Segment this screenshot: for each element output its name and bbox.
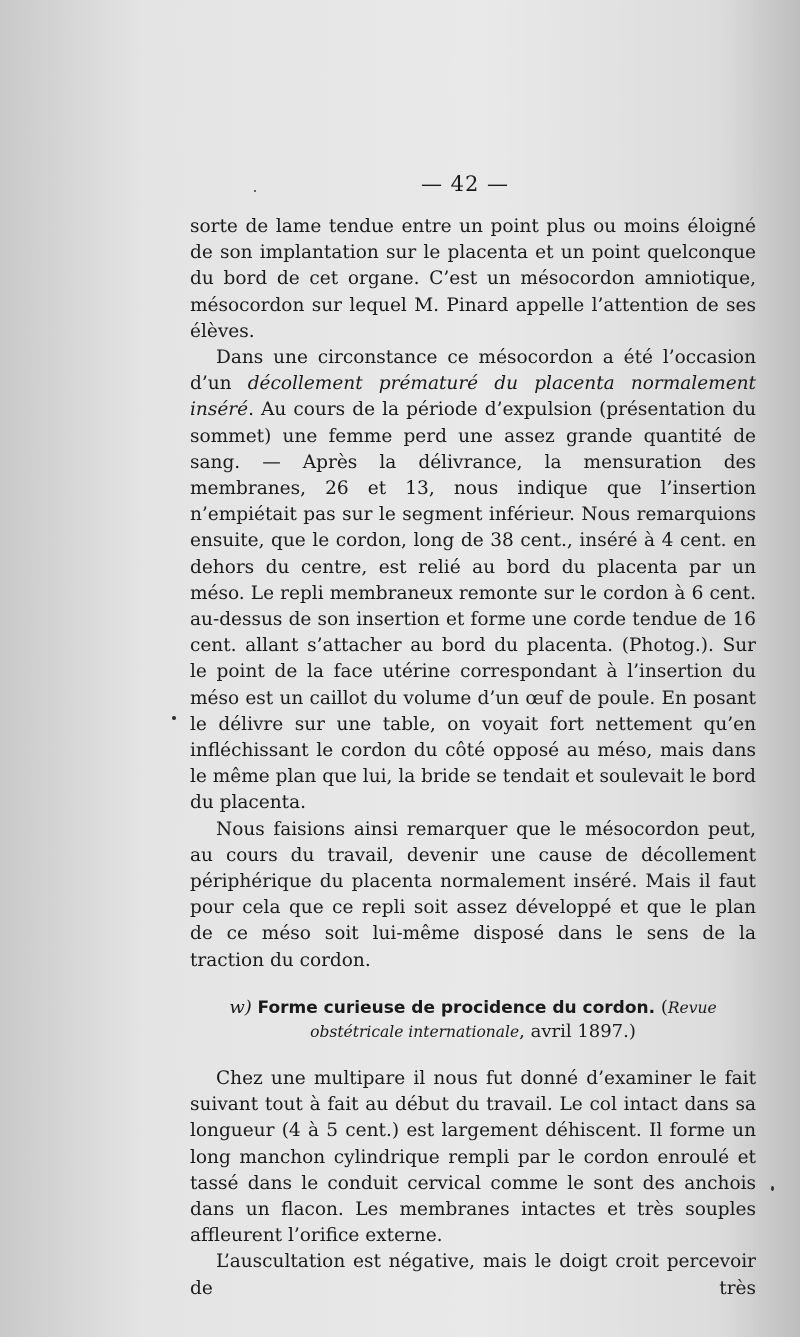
paragraph-4 bbox=[190, 1066, 756, 1249]
section-heading bbox=[190, 996, 756, 1044]
citation-open: ( bbox=[660, 996, 668, 1018]
citation-date: , avril 1897.) bbox=[519, 1020, 636, 1042]
page-number: — 42 — bbox=[420, 172, 510, 196]
text-run: . Au cours de la période d’expulsion (présentation du sommet) une femme perd une assez grande quantité de sang. — Après la délivrance, la mensuration des membranes, 26 et 13, nous indique que l’insertion n’empiétait pas sur le segment inférieur. Nous remarquions ensuite, que le cordon, long de 38 cent., inséré à 4 cent. en dehors du centre, est relié au bord du placenta par un méso. Le repli membraneux remonte sur le cordon à 6 cent. au-dessus de son insertion et forme une corde tendue de 16 cent. allant s’attacher au bord du placenta. (Photog.). Sur le point de la face utérine correspondant à l’insertion du méso est un caillot du volume d’un œuf de poule. En posant le délivre sur une table, on voyait fort nettement qu’en infléchissant le cordon du côté opposé au méso, mais dans le même plan que lui, la bride se tendait et soulevait le bord du placenta. bbox=[190, 399, 756, 814]
print-speck bbox=[172, 716, 176, 720]
text-run: Dans une circonstance ce mésocordon a été l’occasion d’un bbox=[190, 347, 756, 395]
print-speck bbox=[254, 190, 256, 192]
text-run: Nous faisions ainsi remarquer que le mésocordon peut, au cours du travail, devenir une cause de décollement périphérique du placenta normalement inséré. Mais il faut pour cela que ce repli soit assez développé et que le plan de ce méso soit lui-même disposé dans le sens de la traction du cordon. bbox=[190, 818, 756, 971]
text-run: sorte de lame tendue entre un point plus ou moins éloigné de son implantation sur le placenta et un point quelconque du bord de cet organe. C’est un mésocordon amniotique, mésocordon sur lequel M. Pinard appelle l’attention de ses élèves. bbox=[190, 216, 756, 342]
text-run: Chez une multipare il nous fut donné d’examiner le fait suivant tout à fait au début du travail. Le col intact dans sa longueur (4 à 5 cent.) est largement déhiscent. Il forme un long manchon cylindrique rempli par le cordon enroulé et tassé dans le conduit cervical comme le sont des anchois dans un flacon. Les membranes intactes et très souples affleurent l’orifice externe. bbox=[190, 1067, 756, 1247]
body-text bbox=[190, 214, 756, 1302]
section-title: Forme curieuse de procidence du cordon. bbox=[257, 997, 656, 1018]
paragraph-5 bbox=[190, 1249, 756, 1301]
text-run: L’auscultation est négative, mais le doigt croit percevoir de très bbox=[190, 1251, 756, 1299]
paragraph-3 bbox=[190, 817, 756, 974]
paragraph-1 bbox=[190, 214, 756, 345]
citation-source: Revue obstétricale internationale bbox=[310, 998, 717, 1041]
emphasis-run: décollement prématuré du placenta normalement inséré bbox=[190, 373, 756, 421]
section-letter: w) bbox=[229, 996, 252, 1018]
print-speck bbox=[771, 1186, 774, 1191]
paragraph-2 bbox=[190, 345, 756, 817]
